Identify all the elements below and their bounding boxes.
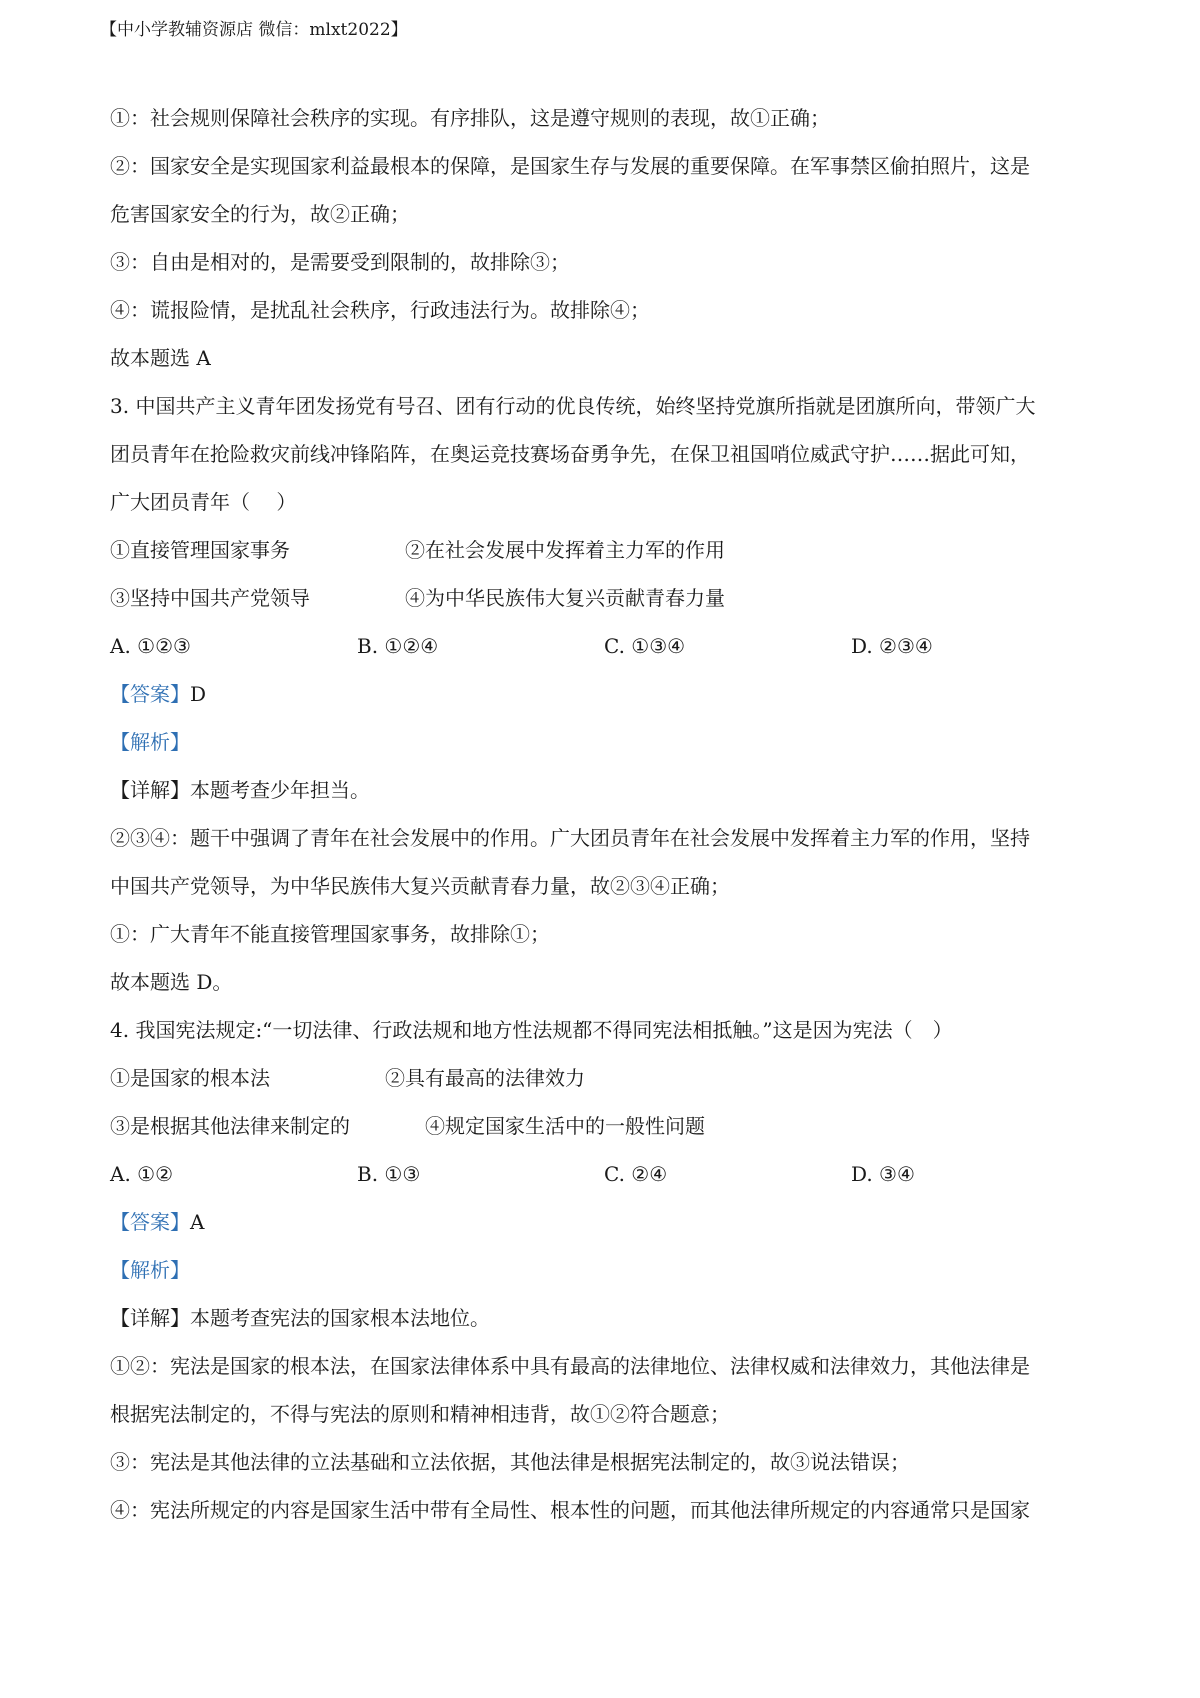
- q3-choice-c: C. ①③④: [604, 634, 686, 658]
- q4-item-4: ④规定国家生活中的一般性问题: [425, 1114, 705, 1138]
- q4-explanation-1b: 根据宪法制定的，不得与宪法的原则和精神相违背，故①②符合题意；: [110, 1402, 730, 1426]
- q4-choice-b: B. ①③: [357, 1162, 421, 1186]
- q3-choices: [110, 622, 1100, 670]
- q2-explanation-2b: 危害国家安全的行为，故②正确；: [110, 202, 410, 226]
- q4-item-1: ①是国家的根本法: [110, 1066, 270, 1090]
- q2-explanation-1: ①：社会规则保障社会秩序的实现。有序排队，这是遵守规则的表现，故①正确；: [110, 106, 830, 130]
- q3-answer: [110, 670, 1100, 718]
- page-content: [110, 94, 1100, 1534]
- q3-item-3: ③坚持中国共产党领导: [110, 586, 310, 610]
- q3-items-row-1: [110, 526, 1100, 574]
- q3-choice-b: B. ①②④: [357, 634, 439, 658]
- q4-analysis-tag: 【解析】: [110, 1258, 190, 1282]
- q4-detail: 【详解】本题考查宪法的国家根本法地位。: [110, 1306, 490, 1330]
- q3-stem-3: 广大团员青年（ ）: [110, 490, 297, 514]
- q4-stem: 4. 我国宪法规定:“一切法律、行政法规和地方性法规都不得同宪法相抵触。”这是因为宪法（ ）: [110, 1018, 953, 1042]
- q4-item-3: ③是根据其他法律来制定的: [110, 1114, 350, 1138]
- q4-answer-value: A: [190, 1210, 205, 1234]
- q3-detail: 【详解】本题考查少年担当。: [110, 778, 370, 802]
- q3-choice-a: A. ①②③: [110, 634, 191, 658]
- q4-items-row-2: [110, 1102, 1100, 1150]
- q3-explanation-1a: ②③④：题干中强调了青年在社会发展中的作用。广大团员青年在社会发展中发挥着主力军的作用，坚持: [110, 826, 1030, 850]
- q2-explanation-3: ③：自由是相对的，是需要受到限制的，故排除③；: [110, 250, 570, 274]
- q3-stem-1: 3. 中国共产主义青年团发扬党有号召、团有行动的优良传统，始终坚持党旗所指就是团旗所向，带领广大: [110, 394, 1036, 418]
- q4-choice-a: A. ①②: [110, 1162, 174, 1186]
- q3-explanation-1b: 中国共产党领导，为中华民族伟大复兴贡献青春力量，故②③④正确；: [110, 874, 730, 898]
- q3-stem-2: 团员青年在抢险救灾前线冲锋陷阵，在奥运竞技赛场奋勇争先，在保卫祖国哨位威武守护……据此可知，: [110, 442, 1030, 466]
- q3-explanation-2: ①：广大青年不能直接管理国家事务，故排除①；: [110, 922, 550, 946]
- q4-items-row-1: [110, 1054, 1100, 1102]
- q3-answer-value: D: [190, 682, 207, 706]
- q3-item-4: ④为中华民族伟大复兴贡献青春力量: [405, 586, 725, 610]
- q3-item-1: ①直接管理国家事务: [110, 538, 290, 562]
- q4-explanation-1a: ①②：宪法是国家的根本法，在国家法律体系中具有最高的法律地位、法律权威和法律效力，其他法律是: [110, 1354, 1030, 1378]
- q4-explanation-3: ④：宪法所规定的内容是国家生活中带有全局性、根本性的问题，而其他法律所规定的内容通常只是国家: [110, 1498, 1030, 1522]
- q3-item-2: ②在社会发展中发挥着主力军的作用: [405, 538, 725, 562]
- q4-choices: [110, 1150, 1100, 1198]
- q2-explanation-4: ④：谎报险情，是扰乱社会秩序，行政违法行为。故排除④；: [110, 298, 650, 322]
- q4-item-2: ②具有最高的法律效力: [385, 1066, 585, 1090]
- page-header: 【中小学教辅资源店 微信：mlxt2022】: [100, 20, 408, 40]
- q2-conclusion: 故本题选 A: [110, 346, 211, 370]
- q3-analysis-tag: 【解析】: [110, 730, 190, 754]
- q3-items-row-2: [110, 574, 1100, 622]
- q4-answer-tag: 【答案】: [110, 1210, 190, 1234]
- q4-explanation-2: ③：宪法是其他法律的立法基础和立法依据，其他法律是根据宪法制定的，故③说法错误；: [110, 1450, 910, 1474]
- q4-answer: [110, 1198, 1100, 1246]
- q3-conclusion: 故本题选 D。: [110, 970, 233, 994]
- q2-explanation-2a: ②：国家安全是实现国家利益最根本的保障，是国家生存与发展的重要保障。在军事禁区偷拍照片，这是: [110, 154, 1030, 178]
- q4-choice-d: D. ③④: [851, 1162, 915, 1186]
- q4-choice-c: C. ②④: [604, 1162, 668, 1186]
- q3-answer-tag: 【答案】: [110, 682, 190, 706]
- q3-choice-d: D. ②③④: [851, 634, 933, 658]
